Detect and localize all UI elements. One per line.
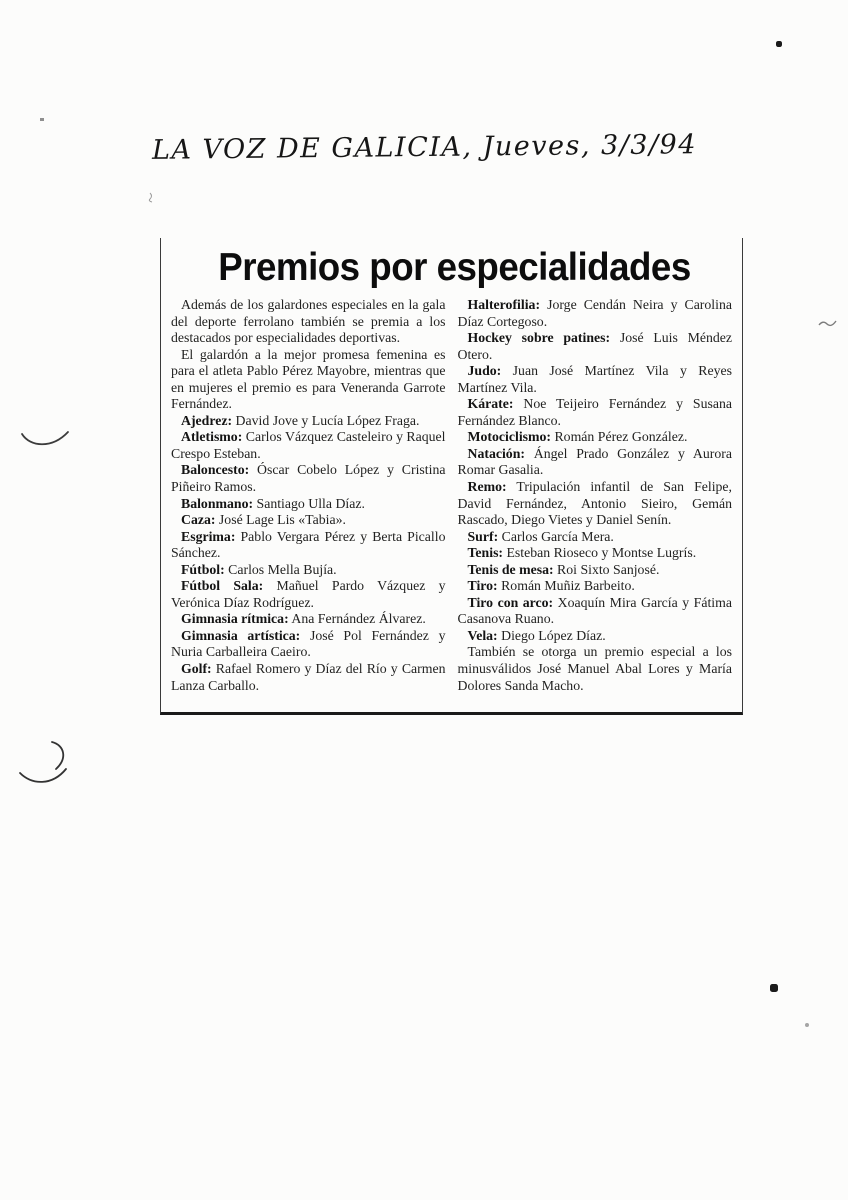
article-paragraph: Hockey sobre patines: José Luis Méndez Otero.: [457, 330, 733, 362]
paragraph-lead: Golf:: [181, 661, 212, 677]
article-paragraph: Tiro con arco: Xoaquín Mira García y Fátima Casanova Ruano.: [457, 594, 732, 627]
scan-speck: [805, 1023, 809, 1027]
article-paragraph: Gimnasia artística: José Pol Fernández y Nuria Carballeira Caeiro.: [171, 627, 446, 660]
article-title: Premios por especialidades: [218, 244, 691, 289]
paragraph-lead: Atletismo:: [181, 429, 243, 445]
article-paragraph: Remo: Tripulación infantil de San Felipe, David Fernández, Antonio Sieiro, Gemán Rascado, Diego Vietes y Daniel Senín.: [457, 479, 732, 528]
paragraph-lead: Esgrima:: [181, 528, 236, 544]
scan-dot: [770, 984, 778, 992]
pen-mark-curve: [16, 420, 80, 464]
paragraph-lead: Baloncesto:: [181, 462, 250, 478]
paragraph-lead: Surf:: [467, 528, 499, 544]
paragraph-lead: Tenis:: [467, 545, 504, 561]
article-clipping: [160, 238, 743, 715]
paragraph-lead: Motociclismo:: [467, 429, 552, 445]
article-paragraph: Fútbol Sala: Mañuel Pardo Vázquez y Verónica Díaz Rodríguez.: [171, 578, 446, 610]
paragraph-lead: Halterofilia:: [467, 297, 541, 312]
paragraph-lead: Hockey sobre patines:: [467, 330, 611, 346]
article-paragraph: El galardón a la mejor promesa femenina es para el atleta Pablo Pérez Mayobre, mientras que en mujeres el premio es para Veneranda Garrote Fernández.: [171, 346, 446, 412]
pen-mark-hook: [14, 736, 80, 792]
paragraph-lead: Fútbol:: [181, 561, 225, 577]
article-paragraph: Motociclismo: Román Pérez González.: [467, 429, 688, 445]
scan-dot: [776, 41, 782, 47]
paragraph-lead: Fútbol Sala:: [181, 578, 264, 594]
article-paragraph: Ajedrez: David Jove y Lucía López Fraga.: [181, 412, 420, 428]
article-paragraph: Natación: Ángel Prado González y Aurora Romar Gasalia.: [457, 445, 732, 478]
paragraph-lead: Caza:: [181, 512, 216, 528]
paragraph-lead: Ajedrez:: [181, 412, 233, 428]
paragraph-lead: Gimnasia artística:: [181, 627, 301, 643]
article-paragraph: Tenis: Esteban Rioseco y Montse Lugrís.: [467, 545, 697, 561]
handwritten-annotation: LA VOZ DE GALICIA, Jueves, 3/3/94: [151, 129, 698, 166]
scan-speck: [40, 118, 44, 121]
paragraph-lead: Judo:: [467, 363, 502, 379]
article-paragraph: Vela: Diego López Díaz.: [467, 627, 606, 643]
article-paragraph: También se otorga un premio especial a los minusválidos José Manuel Abal Lores y María Dolores Sanda Macho.: [457, 644, 732, 693]
article-paragraph: Caza: José Lage Lis «Tabia».: [181, 512, 346, 528]
article-paragraph: Fútbol: Carlos Mella Bujía.: [181, 561, 337, 577]
paragraph-lead: Remo:: [467, 479, 507, 495]
article-paragraph: Gimnasia rítmica: Ana Fernández Álvarez.: [181, 611, 426, 627]
article-paragraph: Baloncesto: Óscar Cobelo López y Cristina Piñeiro Ramos.: [171, 462, 446, 495]
article-paragraph: Golf: Rafael Romero y Díaz del Río y Carmen Lanza Carballo.: [171, 661, 446, 693]
article-columns: [161, 297, 742, 694]
article-column-left: [171, 297, 446, 694]
paragraph-lead: Balonmano:: [181, 495, 254, 511]
article-paragraph: Además de los galardones especiales en la gala del deporte ferrolano también se premia a los destacados por especialidades deportivas.: [171, 297, 446, 346]
scan-squiggle: [816, 316, 840, 330]
paragraph-lead: Tiro:: [467, 578, 498, 594]
scan-speck: [146, 190, 160, 204]
article-paragraph: Tenis de mesa: Roi Sixto Sanjosé.: [467, 561, 660, 577]
article-paragraph: Tiro: Román Muñiz Barbeito.: [467, 578, 635, 594]
paragraph-lead: Natación:: [467, 445, 525, 461]
paragraph-lead: Vela:: [467, 627, 498, 643]
article-paragraph: Halterofilia: Jorge Cendán Neira y Carolina Díaz Cortegoso.: [457, 297, 732, 329]
article-paragraph: Surf: Carlos García Mera.: [467, 528, 614, 544]
paragraph-lead: Gimnasia rítmica:: [181, 611, 289, 627]
article-paragraph: Kárate: Noe Teijeiro Fernández y Susana Fernández Blanco.: [457, 396, 732, 428]
article-paragraph: Balonmano: Santiago Ulla Díaz.: [181, 495, 365, 511]
paragraph-lead: Kárate:: [467, 396, 514, 412]
paragraph-lead: Tiro con arco:: [467, 594, 554, 610]
article-paragraph: Atletismo: Carlos Vázquez Casteleiro y Raquel Crespo Esteban.: [171, 429, 446, 461]
article-column-right: [458, 297, 733, 694]
article-paragraph: Esgrima: Pablo Vergara Pérez y Berta Picallo Sánchez.: [171, 528, 446, 561]
article-paragraph: Judo: Juan José Martínez Vila y Reyes Martínez Vila.: [457, 363, 732, 395]
paragraph-lead: Tenis de mesa:: [467, 561, 554, 577]
